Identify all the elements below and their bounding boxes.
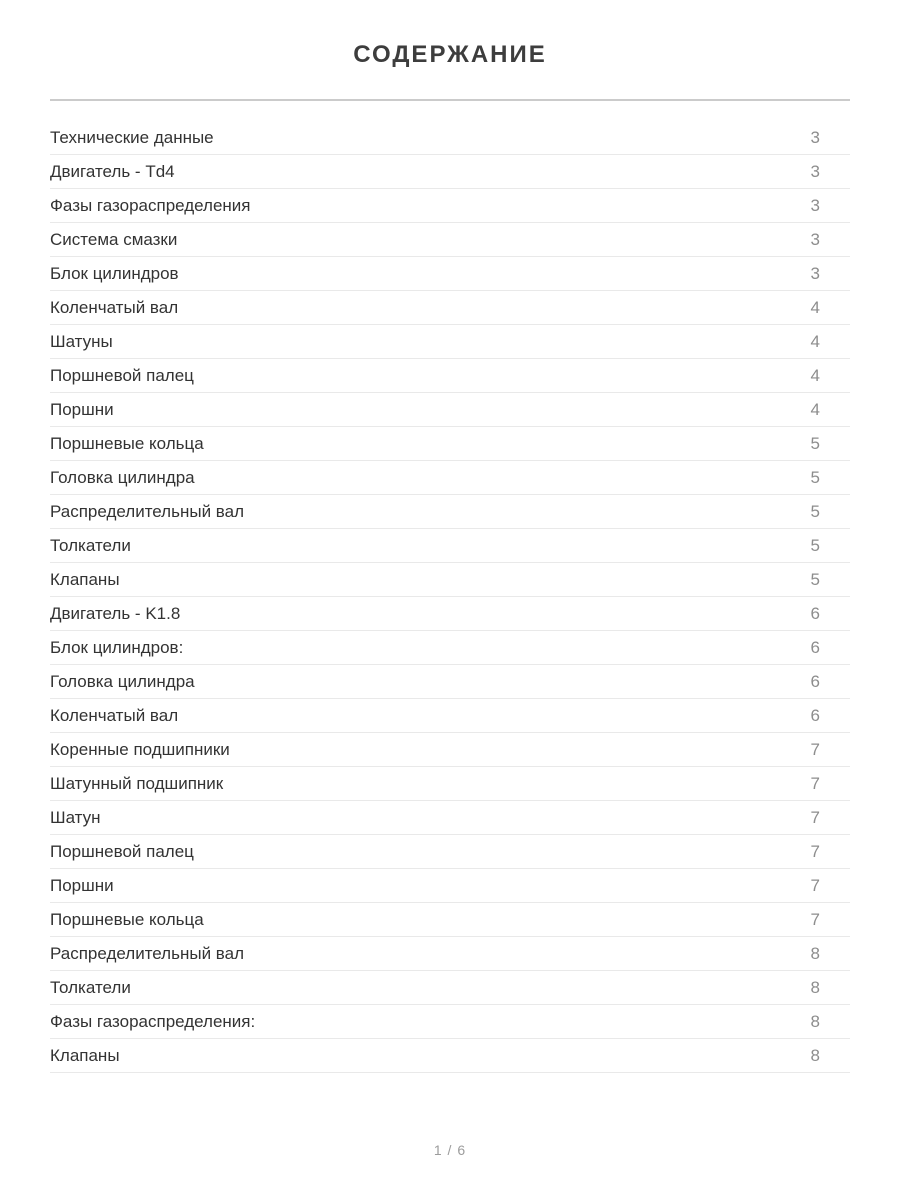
toc-entry-page: 7 bbox=[810, 875, 820, 895]
toc-entry-label: Распределительный вал bbox=[50, 501, 244, 521]
toc-entry-label: Коренные подшипники bbox=[50, 739, 230, 759]
toc-entry-page: 7 bbox=[810, 807, 820, 827]
title-divider bbox=[50, 99, 850, 101]
toc-entry-page: 5 bbox=[810, 501, 820, 521]
toc-row bbox=[50, 121, 850, 155]
toc-entry-page: 3 bbox=[810, 127, 820, 147]
toc-row bbox=[50, 1039, 850, 1073]
toc-row bbox=[50, 733, 850, 767]
toc-entry-page: 3 bbox=[810, 161, 820, 181]
toc-entry-label: Клапаны bbox=[50, 1045, 120, 1065]
toc-entry-label: Система смазки bbox=[50, 229, 178, 249]
toc-row bbox=[50, 257, 850, 291]
toc-entry-label: Поршневой палец bbox=[50, 841, 194, 861]
toc-row bbox=[50, 631, 850, 665]
toc-entry-page: 8 bbox=[810, 943, 820, 963]
toc-entry-page: 7 bbox=[810, 773, 820, 793]
toc-row bbox=[50, 699, 850, 733]
toc-entry-label: Толкатели bbox=[50, 535, 131, 555]
toc-row bbox=[50, 835, 850, 869]
toc-row bbox=[50, 223, 850, 257]
toc-entry-page: 7 bbox=[810, 739, 820, 759]
toc-row bbox=[50, 189, 850, 223]
toc-row bbox=[50, 1005, 850, 1039]
toc-entry-page: 5 bbox=[810, 569, 820, 589]
toc-row bbox=[50, 869, 850, 903]
toc-entry-page: 4 bbox=[810, 297, 820, 317]
toc-entry-label: Шатуны bbox=[50, 331, 113, 351]
toc-row bbox=[50, 529, 850, 563]
toc-entry-page: 7 bbox=[810, 841, 820, 861]
toc-entry-label: Головка цилиндра bbox=[50, 467, 195, 487]
toc-list bbox=[50, 121, 850, 1073]
toc-row bbox=[50, 461, 850, 495]
toc-entry-label: Блок цилиндров: bbox=[50, 637, 184, 657]
toc-row bbox=[50, 767, 850, 801]
toc-entry-page: 5 bbox=[810, 467, 820, 487]
page-title: СОДЕРЖАНИЕ bbox=[353, 41, 547, 68]
toc-entry-label: Коленчатый вал bbox=[50, 705, 179, 725]
toc-entry-page: 5 bbox=[810, 433, 820, 453]
toc-entry-label: Головка цилиндра bbox=[50, 671, 195, 691]
toc-row bbox=[50, 359, 850, 393]
toc-entry-page: 4 bbox=[810, 365, 820, 385]
toc-entry-page: 7 bbox=[810, 909, 820, 929]
toc-entry-label: Фазы газораспределения: bbox=[50, 1011, 256, 1031]
toc-entry-page: 4 bbox=[810, 331, 820, 351]
toc-entry-page: 6 bbox=[810, 671, 820, 691]
toc-entry-label: Поршневые кольца bbox=[50, 433, 204, 453]
toc-entry-label: Толкатели bbox=[50, 977, 131, 997]
toc-row bbox=[50, 427, 850, 461]
toc-entry-page: 8 bbox=[810, 977, 820, 997]
toc-row bbox=[50, 325, 850, 359]
toc-entry-page: 6 bbox=[810, 637, 820, 657]
toc-entry-page: 8 bbox=[810, 1045, 820, 1065]
toc-entry-label: Поршневые кольца bbox=[50, 909, 204, 929]
toc-row bbox=[50, 495, 850, 529]
toc-row bbox=[50, 393, 850, 427]
toc-entry-label: Фазы газораспределения bbox=[50, 195, 251, 215]
toc-entry-label: Шатунный подшипник bbox=[50, 773, 224, 793]
toc-row bbox=[50, 155, 850, 189]
toc-row bbox=[50, 937, 850, 971]
toc-entry-page: 3 bbox=[810, 195, 820, 215]
toc-entry-label: Поршни bbox=[50, 399, 114, 419]
toc-row bbox=[50, 597, 850, 631]
toc-entry-page: 6 bbox=[810, 603, 820, 623]
toc-entry-label: Шатун bbox=[50, 807, 101, 827]
toc-entry-page: 6 bbox=[810, 705, 820, 725]
toc-entry-label: Блок цилиндров bbox=[50, 263, 179, 283]
toc-entry-page: 4 bbox=[810, 399, 820, 419]
page-number-indicator: 1 / 6 bbox=[433, 1142, 467, 1158]
toc-entry-label: Двигатель - Td4 bbox=[50, 161, 175, 181]
toc-entry-label: Распределительный вал bbox=[50, 943, 244, 963]
toc-entry-page: 3 bbox=[810, 229, 820, 249]
toc-entry-page: 8 bbox=[810, 1011, 820, 1031]
toc-row bbox=[50, 665, 850, 699]
toc-entry-page: 5 bbox=[810, 535, 820, 555]
toc-row bbox=[50, 291, 850, 325]
toc-row bbox=[50, 563, 850, 597]
toc-entry-label: Коленчатый вал bbox=[50, 297, 179, 317]
toc-row bbox=[50, 903, 850, 937]
toc-entry-page: 3 bbox=[810, 263, 820, 283]
toc-row bbox=[50, 971, 850, 1005]
toc-entry-label: Клапаны bbox=[50, 569, 120, 589]
toc-entry-label: Поршни bbox=[50, 875, 114, 895]
toc-entry-label: Поршневой палец bbox=[50, 365, 194, 385]
toc-entry-label: Двигатель - K1.8 bbox=[50, 603, 181, 623]
toc-row bbox=[50, 801, 850, 835]
toc-entry-label: Технические данные bbox=[50, 127, 214, 147]
